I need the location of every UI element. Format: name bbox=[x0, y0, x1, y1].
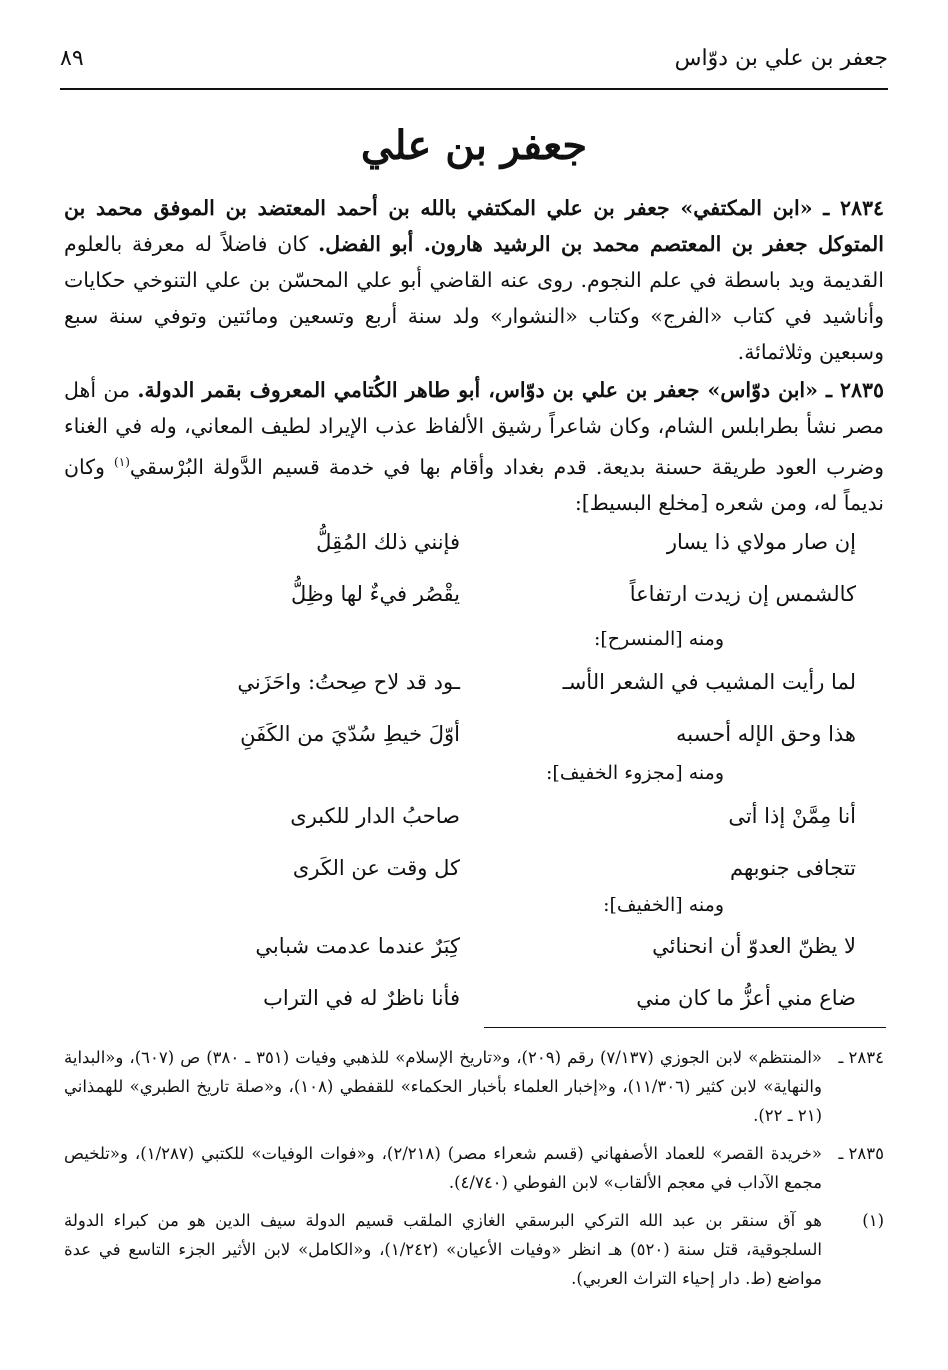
verse bbox=[100, 804, 856, 856]
running-title: جعفر بن علي بن دوّاس bbox=[674, 46, 888, 71]
poem-intro: ومنه [المنسرح]: bbox=[593, 628, 724, 650]
verse-second-hemistich: كِبَرٌ عندما عدمت شبابي bbox=[255, 934, 460, 958]
verse bbox=[100, 582, 856, 634]
footnote-number: ٢٨٣٥ ـ bbox=[838, 1144, 884, 1163]
verse-second-hemistich: فأنا ناظرٌ له في التراب bbox=[263, 986, 460, 1010]
footnote-text: هو آق سنقر بن عبد الله التركي البرسقي الغازي الملقب قسيم الدولة سيف الدين هو من كبراء الدولة السلجوقية، قتل سنة (٥٢٠) هـ انظر «وفيات الأعيان» (١/٢٤٢)، و«الكامل» لابن الأثير الجزء التاسع في عدة مواضع (ط. دار إحياء التراث العربي). bbox=[64, 1211, 822, 1288]
verse bbox=[100, 986, 856, 1038]
footnote-text: «خريدة القصر» للعماد الأصفهاني (قسم شعراء مصر) (٢/٢١٨)، و«فوات الوفيات» للكتبي (١/٢٨٧)، و«تلخيص مجمع الآداب في معجم الألقاب» لابن الفوطي (٤/٧٤٠). bbox=[64, 1144, 822, 1192]
poem-1 bbox=[100, 530, 856, 634]
verse-first-hemistich: ضاع مني أعزُّ ما كان مني bbox=[636, 986, 856, 1010]
entry-body-end: وكان نديماً له، ومن شعره [مخلع البسيط]: bbox=[64, 454, 884, 515]
verse-first-hemistich: لا يظنّ العدوّ أن انحنائي bbox=[652, 934, 856, 958]
header-rule bbox=[60, 88, 888, 90]
verse-second-hemistich: صاحبُ الدار للكبرى bbox=[290, 804, 460, 828]
entry-2834 bbox=[64, 190, 884, 370]
verse bbox=[100, 856, 856, 908]
verse-first-hemistich: تتجافى جنوبهم bbox=[729, 856, 856, 880]
footnotes bbox=[64, 1043, 884, 1302]
footnote-reference: (١) bbox=[114, 455, 130, 469]
poem-3 bbox=[100, 804, 856, 908]
entry-body: كان فاضلاً له معرفة بالعلوم القديمة ويد باسطة في علم النجوم. روى عنه القاضي أبو علي المحسّن بن علي التنوخي حكايات وأناشيد في كتاب «الفرج» وكتاب «النشوار» ولد سنة أربع وتسعين ومائتين وتوفي سنة سبع وسبعين وثلاثمائة. bbox=[64, 232, 884, 364]
verse-second-hemistich: أوّلَ خيطِ سُدّيَ من الكَفَنِ bbox=[240, 722, 460, 746]
verse-first-hemistich: أنا مِمَّنْ إذا أتى bbox=[728, 804, 856, 828]
verse-first-hemistich: لما رأيت المشيب في الشعر الأسـ bbox=[562, 670, 856, 694]
verse-second-hemistich: يقْصُر فيءٌ لها وظِلُّ bbox=[291, 582, 460, 606]
poem-2 bbox=[100, 670, 856, 774]
poem-4 bbox=[100, 934, 856, 1038]
verse-first-hemistich: كالشمس إن زيدت ارتفاعاً bbox=[629, 582, 856, 606]
entry-title: ٢٨٣٤ ـ «ابن المكتفي» جعفر بن علي المكتفي بالله بن أحمد المعتضد بن الموفق محمد بن المتوكل جعفر بن المعتصم محمد بن الرشيد هارون. أبو الفضل. bbox=[64, 196, 885, 256]
page-header bbox=[60, 46, 888, 86]
verse bbox=[100, 934, 856, 986]
poem-intro: ومنه [الخفيف]: bbox=[603, 894, 724, 916]
footnote-rule bbox=[484, 1027, 886, 1028]
verse bbox=[100, 530, 856, 582]
entry-2835 bbox=[64, 372, 884, 521]
footnote bbox=[64, 1043, 884, 1130]
verse-first-hemistich: إن صار مولاي ذا يسار bbox=[666, 530, 856, 554]
footnote-text: «المنتظم» لابن الجوزي (٧/١٣٧) رقم (٢٠٩)، و«تاريخ الإسلام» للذهبي وفيات (٣٥١ ـ ٣٨٠) ص (٦٠٧)، و«البداية والنهاية» لابن كثير (١١/٣٠٦)، و«إخبار العلماء بأخبار الحكماء» للقفطي (١٠٨)، و«صلة تاريخ الطبري» للهمذاني (٢١ ـ ٢٢). bbox=[64, 1048, 823, 1125]
footnote-number: ٢٨٣٤ ـ bbox=[838, 1048, 884, 1067]
footnote bbox=[64, 1206, 884, 1293]
verse-second-hemistich: ـود قد لاح صِحتُ: واحَزَني bbox=[237, 670, 460, 694]
footnote bbox=[64, 1139, 884, 1197]
verse bbox=[100, 722, 856, 774]
footnote-number: (١) bbox=[862, 1211, 884, 1230]
verse-second-hemistich: كل وقت عن الكَرى bbox=[292, 856, 460, 880]
section-heading: جعفر بن علي bbox=[360, 122, 588, 169]
verse-second-hemistich: فإنني ذلك المُقِلُّ bbox=[316, 530, 460, 554]
entry-body: من أهل مصر نشأ بطرابلس الشام، وكان شاعراً رشيق الألفاظ عذب الإيراد لطيف المعاني، وله في الغناء وضرب العود طريقة حسنة بديعة. قدم بغداد وأقام بها في خدمة قسيم الدَّولة البُرْسقي bbox=[64, 378, 884, 479]
verse-first-hemistich: هذا وحق الإله أحسبه bbox=[675, 722, 856, 746]
poem-intro: ومنه [مجزوء الخفيف]: bbox=[546, 762, 724, 784]
verse bbox=[100, 670, 856, 722]
entry-title: ٢٨٣٥ ـ «ابن دوّاس» جعفر بن علي بن دوّاس، أبو طاهر الكُتامي المعروف بقمر الدولة. bbox=[137, 378, 884, 402]
page-number: ٨٩ bbox=[60, 46, 84, 71]
